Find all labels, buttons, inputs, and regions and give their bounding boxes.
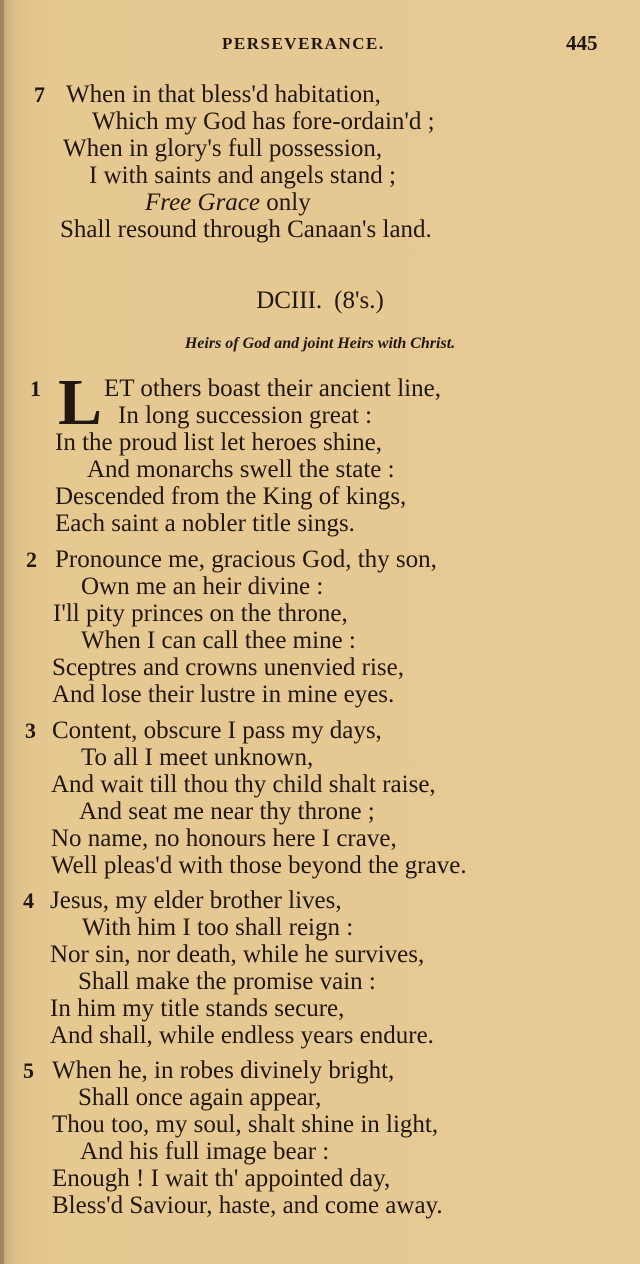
verse-number: 4 — [23, 888, 34, 913]
verse-line: Enough ! I wait th' appointed day, — [52, 1165, 391, 1192]
verse-line: In long succession great : — [118, 402, 373, 429]
verse-line: Shall once again appear, — [78, 1084, 322, 1111]
verse-number: 7 — [34, 82, 45, 107]
verse-line-rest: only — [260, 189, 311, 216]
verse-line: Each saint a nobler title sings. — [55, 510, 355, 537]
verse-line: Which my God has fore-ordain'd ; — [92, 108, 435, 135]
verse-line: Thou too, my soul, shalt shine in light, — [52, 1111, 439, 1138]
page-number: 445 — [566, 31, 598, 55]
verse-line: With him I too shall reign : — [82, 914, 354, 941]
verse-number: 3 — [25, 718, 36, 743]
verse-line: When in that bless'd habitation, — [66, 81, 381, 108]
verse-line: And lose their lustre in mine eyes. — [52, 681, 395, 708]
verse-line: To all I meet unknown, — [81, 744, 314, 771]
hymn-meter: (8's.) — [334, 287, 384, 314]
verse-line: And shall, while endless years endure. — [50, 1022, 434, 1049]
running-title: PERSEVERANCE. — [222, 34, 385, 53]
verse-line: Shall resound through Canaan's land. — [60, 216, 432, 243]
verse-line: When in glory's full possession, — [63, 135, 383, 162]
verse-line: Sceptres and crowns unenvied rise, — [52, 654, 404, 681]
verse-line: Jesus, my elder brother lives, — [50, 887, 342, 914]
verse-line: In him my title stands secure, — [50, 995, 345, 1022]
verse-line: Bless'd Saviour, haste, and come away. — [52, 1192, 443, 1219]
verse-line: Pronounce me, gracious God, thy son, — [55, 546, 437, 573]
verse-number: 2 — [26, 547, 37, 572]
verse-line: Nor sin, nor death, while he survives, — [50, 941, 425, 968]
verse-number: 1 — [30, 376, 41, 401]
verse-line: Descended from the King of kings, — [55, 483, 407, 510]
hymn-subtitle: Heirs of God and joint Heirs with Christ. — [184, 335, 456, 352]
verse-line: When I can call thee mine : — [81, 627, 356, 654]
verse-line: No name, no honours here I crave, — [51, 825, 397, 852]
page-gutter-shadow — [0, 0, 4, 1264]
verse-line: And wait till thou thy child shalt raise, — [51, 771, 436, 798]
verse-line — [145, 189, 311, 216]
verse-line: I'll pity princes on the throne, — [53, 600, 348, 627]
verse-line: Content, obscure I pass my days, — [52, 717, 382, 744]
verse-line: And monarchs swell the state : — [87, 456, 395, 483]
verse-line: Well pleas'd with those beyond the grave. — [51, 852, 467, 879]
verse-line: ET others boast their ancient line, — [104, 375, 441, 402]
verse-line: I with saints and angels stand ; — [89, 162, 396, 189]
verse-line: And his full image bear : — [80, 1138, 330, 1165]
verse-line: Own me an heir divine : — [81, 573, 324, 600]
verse-line: In the proud list let heroes shine, — [55, 429, 383, 456]
drop-cap: L — [58, 366, 103, 439]
verse-line: When he, in robes divinely bright, — [52, 1057, 395, 1084]
running-head — [0, 31, 640, 60]
verse-line: And seat me near thy throne ; — [79, 798, 375, 825]
hymn-number: DCIII. — [256, 287, 323, 314]
verse-line: Shall make the promise vain : — [78, 968, 376, 995]
emphasis-text: Free Grace — [145, 189, 260, 216]
hymn-heading — [0, 287, 640, 315]
verse-number: 5 — [23, 1058, 34, 1083]
